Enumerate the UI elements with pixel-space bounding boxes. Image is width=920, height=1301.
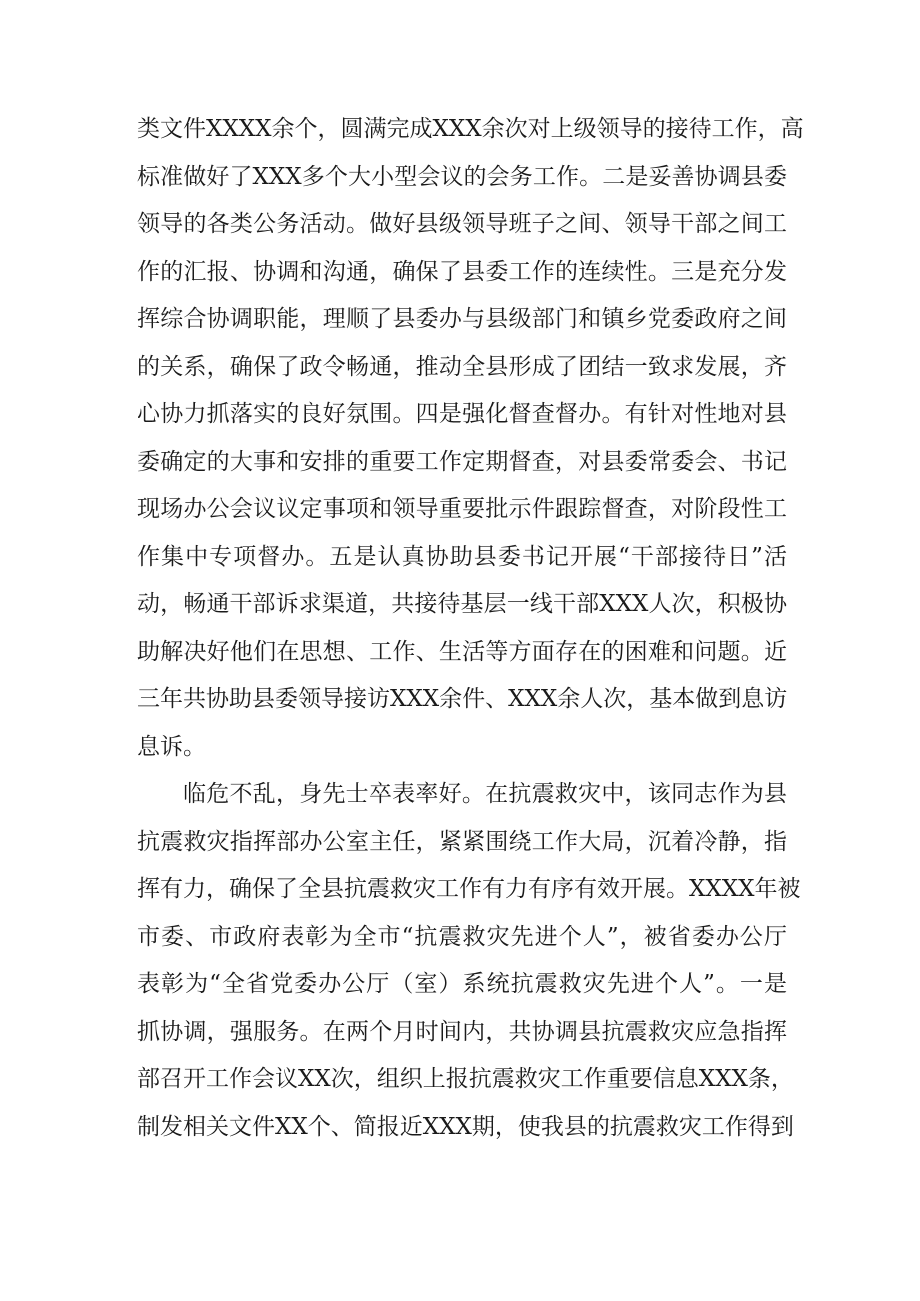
text-line: 助解决好他们在思想、工作、生活等方面存在的困难和问题。近 — [137, 638, 787, 665]
text-line: 类文件XXXX余个，圆满完成XXX余次对上级领导的接待工作，高 — [137, 116, 804, 142]
text-line: 部召开工作会议XX次，组织上报抗震救灾工作重要信息XXX条， — [137, 1066, 794, 1092]
text-line: 抓协调，强服务。在两个月时间内，共协调县抗震救灾应急指挥 — [137, 1018, 787, 1045]
text-line: 标准做好了XXX多个大小型会议的会务工作。二是妥善协调县委 — [137, 163, 787, 190]
text-line: 作集中专项督办。五是认真协助县委书记开展“干部接待日”活 — [137, 543, 787, 570]
text-line: 制发相关文件XX个、简报近XXX期，使我县的抗震救灾工作得到 — [137, 1113, 794, 1140]
body-text — [137, 106, 804, 1151]
text-line: 表彰为“全省党委办公厅（室）系统抗震救灾先进个人”。一是 — [137, 971, 787, 997]
paragraph-1 — [137, 106, 804, 771]
text-line: 挥综合协调职能，理顺了县委办与县级部门和镇乡党委政府之间 — [137, 306, 787, 332]
text-line: 抗震救灾指挥部办公室主任，紧紧围绕工作大局，沉着冷静，指 — [137, 828, 787, 855]
text-line: 现场办公会议议定事项和领导重要批示件跟踪督查，对阶段性工 — [137, 496, 787, 522]
text-line: 挥有力，确保了全县抗震救灾工作有力有序有效开展。XXXX年被 — [137, 876, 801, 902]
text-line: 临危不乱，身先士卒表率好。在抗震救灾中，该同志作为县 — [183, 781, 787, 807]
text-line: 三年共协助县委领导接访XXX余件、XXX余人次，基本做到息访 — [137, 686, 788, 712]
paragraph-2 — [137, 771, 801, 1151]
text-line: 息诉。 — [137, 733, 206, 760]
text-line: 委确定的大事和安排的重要工作定期督查，对县委常委会、书记 — [137, 448, 787, 475]
text-line: 的关系，确保了政令畅通，推动全县形成了团结一致求发展，齐 — [137, 353, 787, 380]
text-line: 作的汇报、协调和沟通，确保了县委工作的连续性。三是充分发 — [137, 258, 787, 285]
text-line: 市委、市政府表彰为全市“抗震救灾先进个人”，被省委办公厅 — [137, 923, 787, 950]
text-line: 心协力抓落实的良好氛围。四是强化督查督办。有针对性地对县 — [137, 401, 787, 427]
text-line: 动，畅通干部诉求渠道，共接待基层一线干部XXX人次，积极协 — [137, 591, 787, 617]
text-line: 领导的各类公务活动。做好县级领导班子之间、领导干部之间工 — [137, 211, 787, 237]
